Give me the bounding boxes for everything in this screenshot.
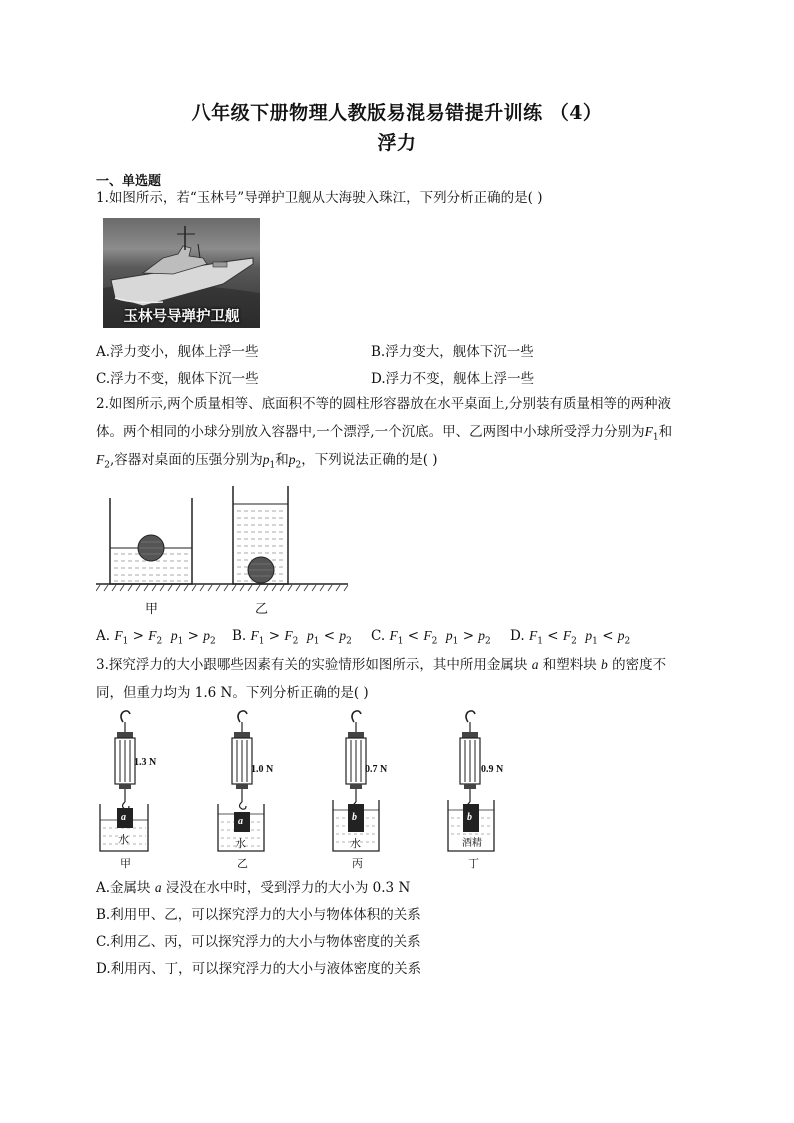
q2-option-c[interactable]: C. $F_1 < F_2$ $p_1 > p_2$ [371,628,491,647]
q2-figure-label-jia: 甲 [145,602,159,617]
q3-stem-line2: 同，但重力均为 1.6 N。下列分析正确的是( ) [96,685,369,701]
q1-stem: 1.如图所示，若“玉林号”导弹护卫舰从大海驶入珠江，下列分析正确的是( ) [96,190,543,206]
q3-label-jia: 甲 [120,857,131,870]
setup-bing [333,711,379,851]
q3-stem-line1: 3.探究浮力的大小跟哪些因素有关的实验情形如图所示，其中所用金属块 a 和塑料块 b 的密度不 [96,657,667,673]
q3-label-yi: 乙 [237,857,248,870]
q2-stem-line3: $F_2$,容器对桌面的压强分别为$p_1$和$p_2$，下列说法正确的是( ) [96,452,438,471]
setup-jia [100,711,148,851]
block-label-ding: b [467,812,472,823]
scale-reading-bing: 0.7 N [365,764,388,775]
block-label-yi: a [238,816,243,827]
q2-stem-line1: 2.如图所示,两个质量相等、底面积不等的圆柱形容器放在水平桌面上,分别装有质量相等的两种液 [96,396,671,412]
q3-option-b[interactable]: B.利用甲、乙，可以探究浮力的大小与物体体积的关系 [96,907,421,923]
q2-stem-line2: 体。两个相同的小球分别放入容器中,一个漂浮,一个沉底。甲、乙两图中小球所受浮力分别为$F_1$和 [96,424,673,443]
container-yi [233,486,288,584]
q2-containers-figure [96,482,356,592]
q2-option-b[interactable]: B. $F_1 > F_2$ $p_1 < p_2$ [232,628,352,647]
q2-option-d[interactable]: D. $F_1 < F_2$ $p_1 < p_2$ [510,628,631,647]
q3-label-ding: 丁 [468,857,479,870]
scale-reading-jia: 1.3 N [134,757,157,768]
q3-option-c[interactable]: C.利用乙、丙，可以探究浮力的大小与物体密度的关系 [96,934,421,950]
q3-label-bing: 丙 [352,857,363,870]
liquid-label-bing: 水 [350,837,361,850]
q1-option-d[interactable]: D.浮力不变，舰体上浮一些 [371,371,535,387]
page-subtitle: 浮力 [377,132,417,154]
ship-caption: 玉林号导弹护卫舰 [123,309,240,325]
q1-option-c[interactable]: C.浮力不变，舰体下沉一些 [96,371,259,387]
q2-option-a[interactable]: A. $F_1 > F_2$ $p_1 > p_2$ [96,628,216,647]
page-title: 八年级下册物理人教版易混易错提升训练 （4） [191,102,603,124]
q1-option-b[interactable]: B.浮力变大，舰体下沉一些 [371,344,534,360]
section-heading: 一、单选题 [96,174,162,189]
liquid-label-ding: 酒精 [462,838,482,849]
setup-ding [448,711,494,851]
liquid-label-yi: 水 [235,837,246,850]
setup-yi [218,711,264,851]
q2-figure-label-yi: 乙 [255,602,269,617]
scale-reading-ding: 0.9 N [481,764,504,775]
q1-ship-photo [103,218,260,328]
container-jia [110,498,192,584]
block-label-jia: a [121,812,126,823]
q3-option-a[interactable]: A.金属块 a 浸没在水中时，受到浮力的大小为 0.3 N [96,880,411,896]
scale-reading-yi: 1.0 N [251,764,274,775]
liquid-label-jia: 水 [118,833,129,846]
block-label-bing: b [352,812,357,823]
q1-option-a[interactable]: A.浮力变小，舰体上浮一些 [96,344,259,360]
q3-option-d[interactable]: D.利用丙、丁，可以探究浮力的大小与液体密度的关系 [96,961,422,977]
